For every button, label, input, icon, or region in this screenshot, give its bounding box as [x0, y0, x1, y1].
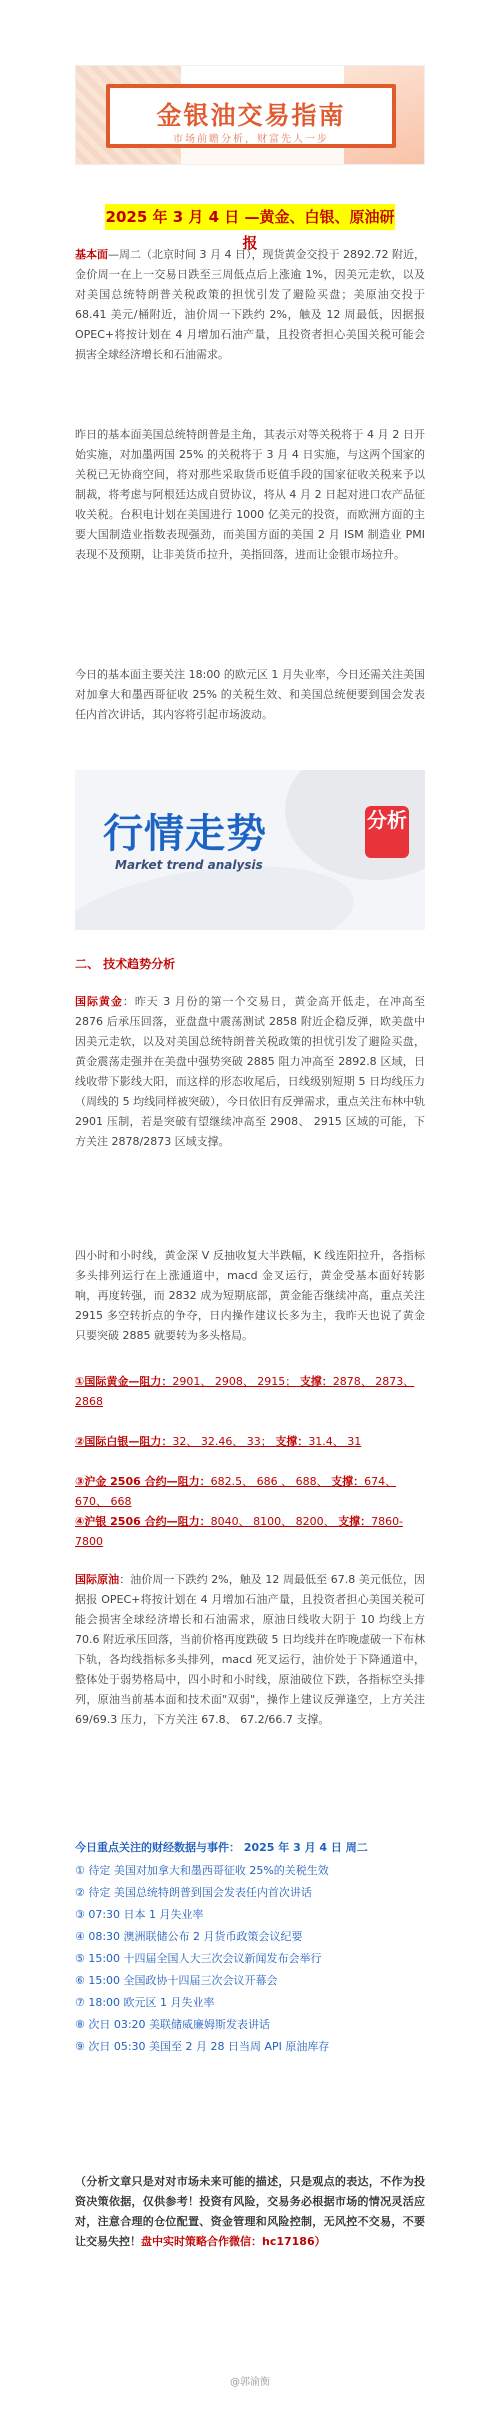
event-item: ⑥ 15:00 全国政协十四届三次会议开幕会: [75, 1974, 278, 1987]
market-trend-title: 行情走势: [103, 811, 267, 857]
author-watermark: @郭渝衡: [230, 2377, 270, 2388]
event-item: ③ 07:30 日本 1 月失业率: [75, 1908, 204, 1921]
report-title: 2025 年 3 月 4 日 —黄金、白银、原油研报: [105, 204, 395, 230]
event-item: ⑧ 次日 03:20 美联储威廉姆斯发表讲话: [75, 2018, 271, 2031]
level-support-label: 支撑：: [338, 1515, 372, 1528]
fundamentals-paragraph-3: 今日的基本面主要关注 18:00 的欧元区 1 月失业率，今日还需关注美国对加拿大和墨西哥征收 25% 的关税生效、和美国总统便要到国会发表任内首次讲话，其内容将引起市场波动。: [75, 668, 425, 721]
market-trend-banner: [75, 770, 425, 930]
contact-highlight: 盘中实时策略合作微信：hc17186）: [141, 2235, 326, 2248]
events-list: [75, 1838, 425, 2058]
level-support-label: 支撑：: [275, 1435, 309, 1448]
level-resistance: 8040、 8100、 8200、: [210, 1515, 335, 1528]
level-support-label: 支撑：: [299, 1375, 333, 1388]
banner-title-box: [106, 84, 396, 148]
market-trend-subtitle: Market trend analysis: [115, 858, 263, 872]
event-item: ⑤ 15:00 十四届全国人大三次会议新闻发布会举行: [75, 1952, 322, 1965]
event-item: ④ 08:30 澳洲联储公布 2 月货币政策会议纪要: [75, 1930, 303, 1943]
level-support: 2878、 2873、 2868: [75, 1375, 415, 1408]
level-support-label: 支撑：: [331, 1475, 365, 1488]
header-banner: [75, 65, 425, 165]
event-item: ② 待定 美国总统特朗普到国会发表任内首次讲话: [75, 1886, 312, 1899]
level-shanghai-gold: [75, 1472, 425, 1512]
event-item: ① 待定 美国对加拿大和墨西哥征收 25%的关税生效: [75, 1864, 329, 1877]
level-gold: [75, 1372, 425, 1412]
oil-text: ：油价周一下跌约 2%，触及 12 周最低至 67.8 美元低位，因据报 OPEC+将按计划在 4 月增加石油产量，且投资者担心美国关税可能会损害全球经济增长和石油需求，原油日线收大阴于 10 均线上方 70.6 附近承压回落，当前价格再度跌破 5 日均线并在昨晚虚破一下布林下轨，各均线指标多头排列，macd 死叉运行，油价处于下降通道中，整体处于弱势格局中，四小时和小时线，原油破位下跌，各指标空头排列，原油当前基本面和技术面"双弱"，操作上建议反弹逢空，上方关注 69/69.3 压力，下方关注 67.8、 67.2/66.7 支撑。: [75, 1573, 426, 1726]
gold-label: 国际黄金: [75, 995, 123, 1008]
technical-section-heading: 二、 技术趋势分析: [75, 957, 176, 971]
banner-title: 金银油交易指南: [156, 101, 346, 130]
gold-paragraph-1: [75, 992, 425, 1152]
disclaimer-text: （分析文章只是对对市场未来可能的描述，只是观点的表达，不作为投资决策依据，仅供参考！投资有风险，交易务必根据市场的情况灵活应对，注意合理的仓位配置、资金管理和风险控制，无风控不交易，不要让交易失控！: [75, 2175, 425, 2248]
events-title: 今日重点关注的财经数据与事件： 2025 年 3 月 4 日 周二: [75, 1841, 368, 1854]
fundamentals-paragraph-2: 昨日的基本面美国总统特朗普是主角，其表示对等关税将于 4 月 2 日开始实施，对加墨两国 25% 的关税将于 3 月 4 日实施，与这两个国家的关税已无协商空间，将对那些采取货币贬值手段的国家征收关税来予以制裁，将考虑与阿根廷达成自贸协议，将从 4 月 2 日起对进口农产品征收关税。台积电计划在美国进行 1000 亿美元的投资，而欧洲方面的主要大国制造业指数表现强劲，而美国方面的美国 2 月 ISM 制造业 PMI 表现不及预期，让非美货币拉升，美指回落，进而让金银市场拉升。: [75, 428, 425, 561]
level-support: 7860-7800: [75, 1515, 404, 1548]
level-resistance: 32、 32.46、 33；: [172, 1435, 272, 1448]
gold-text-1: ：昨天 3 月份的第一个交易日，黄金高开低走，在冲高至 2876 后承压回落，亚盘盘中震荡测试 2858 附近企稳反弹，欧美盘中因美元走软，以及对美国总统特朗普关税政策的担忧引发了避险买盘，黄金震荡走强并在美盘中强势突破 2885 阻力冲高至 2892.8 区域，日线收带下影线大阳，而这样的形态收尾后，日线级别短期 5 日均线压力（周线的 5 均线同样被突破），今日依旧有反弹需求，重点关注布林中轨 2901 压制，若是突破有望继续冲高至 2908、 2915 区域的可能，下方关注 2878/2873 区域支撑。: [75, 995, 426, 1148]
fundamentals-label: 基本面: [75, 248, 109, 261]
oil-paragraph: [75, 1570, 425, 1730]
level-label: ④沪银 2506 合约—阻力：: [75, 1515, 211, 1528]
level-support: 674、 670、 668: [75, 1475, 397, 1508]
level-label: ①国际黄金—阻力：: [75, 1375, 173, 1388]
event-item: ⑦ 18:00 欧元区 1 月失业率: [75, 1996, 215, 2009]
analysis-badge: 分析: [365, 806, 409, 858]
disclaimer: [75, 2172, 425, 2252]
oil-label: 国际原油: [75, 1573, 120, 1586]
fundamentals-paragraph-1: [75, 245, 425, 365]
level-resistance: 2901、 2908、 2915；: [172, 1375, 297, 1388]
fundamentals-text-1: —周二（北京时间 3 月 4 日），现货黄金交投于 2892.72 附近，金价周一在上一交易日跌至三周低点后上涨逾 1%，因美元走软，以及对美国总统特朗普关税政策的担忧引发了避险买盘；美原油交投于 68.41 美元/桶附近，油价周一下跌约 2%，触及 12 周最低，因据报 OPEC+将按计划在 4 月增加石油产量，且投资者担心美国关税可能会损害全球经济增长和石油需求。: [75, 248, 426, 361]
banner-subtitle: 市场前瞻分析，财富先人一步: [173, 134, 329, 145]
event-item: ⑨ 次日 05:30 美国至 2 月 28 日当周 API 原油库存: [75, 2040, 330, 2053]
gold-paragraph-2: 四小时和小时线，黄金深 V 反抽收复大半跌幅，K 线连阳拉升，各指标多头排列运行在上涨通道中，macd 金叉运行，黄金受基本面好转影响，再度转强，而 2832 成为短期底部，黄金能否继续冲高，重点关注 2915 多空转折点的争夺，日内操作建议长多为主，我昨天也说了黄金只要突破 2885 就要转为多头格局。: [75, 1249, 425, 1342]
level-silver: [75, 1432, 425, 1452]
level-label: ②国际白银—阻力：: [75, 1435, 173, 1448]
level-label: ③沪金 2506 合约—阻力：: [75, 1475, 211, 1488]
level-support: 31.4、 31: [308, 1435, 362, 1448]
level-resistance: 682.5、 686 、 688、: [210, 1475, 328, 1488]
level-shanghai-silver: [75, 1512, 425, 1552]
